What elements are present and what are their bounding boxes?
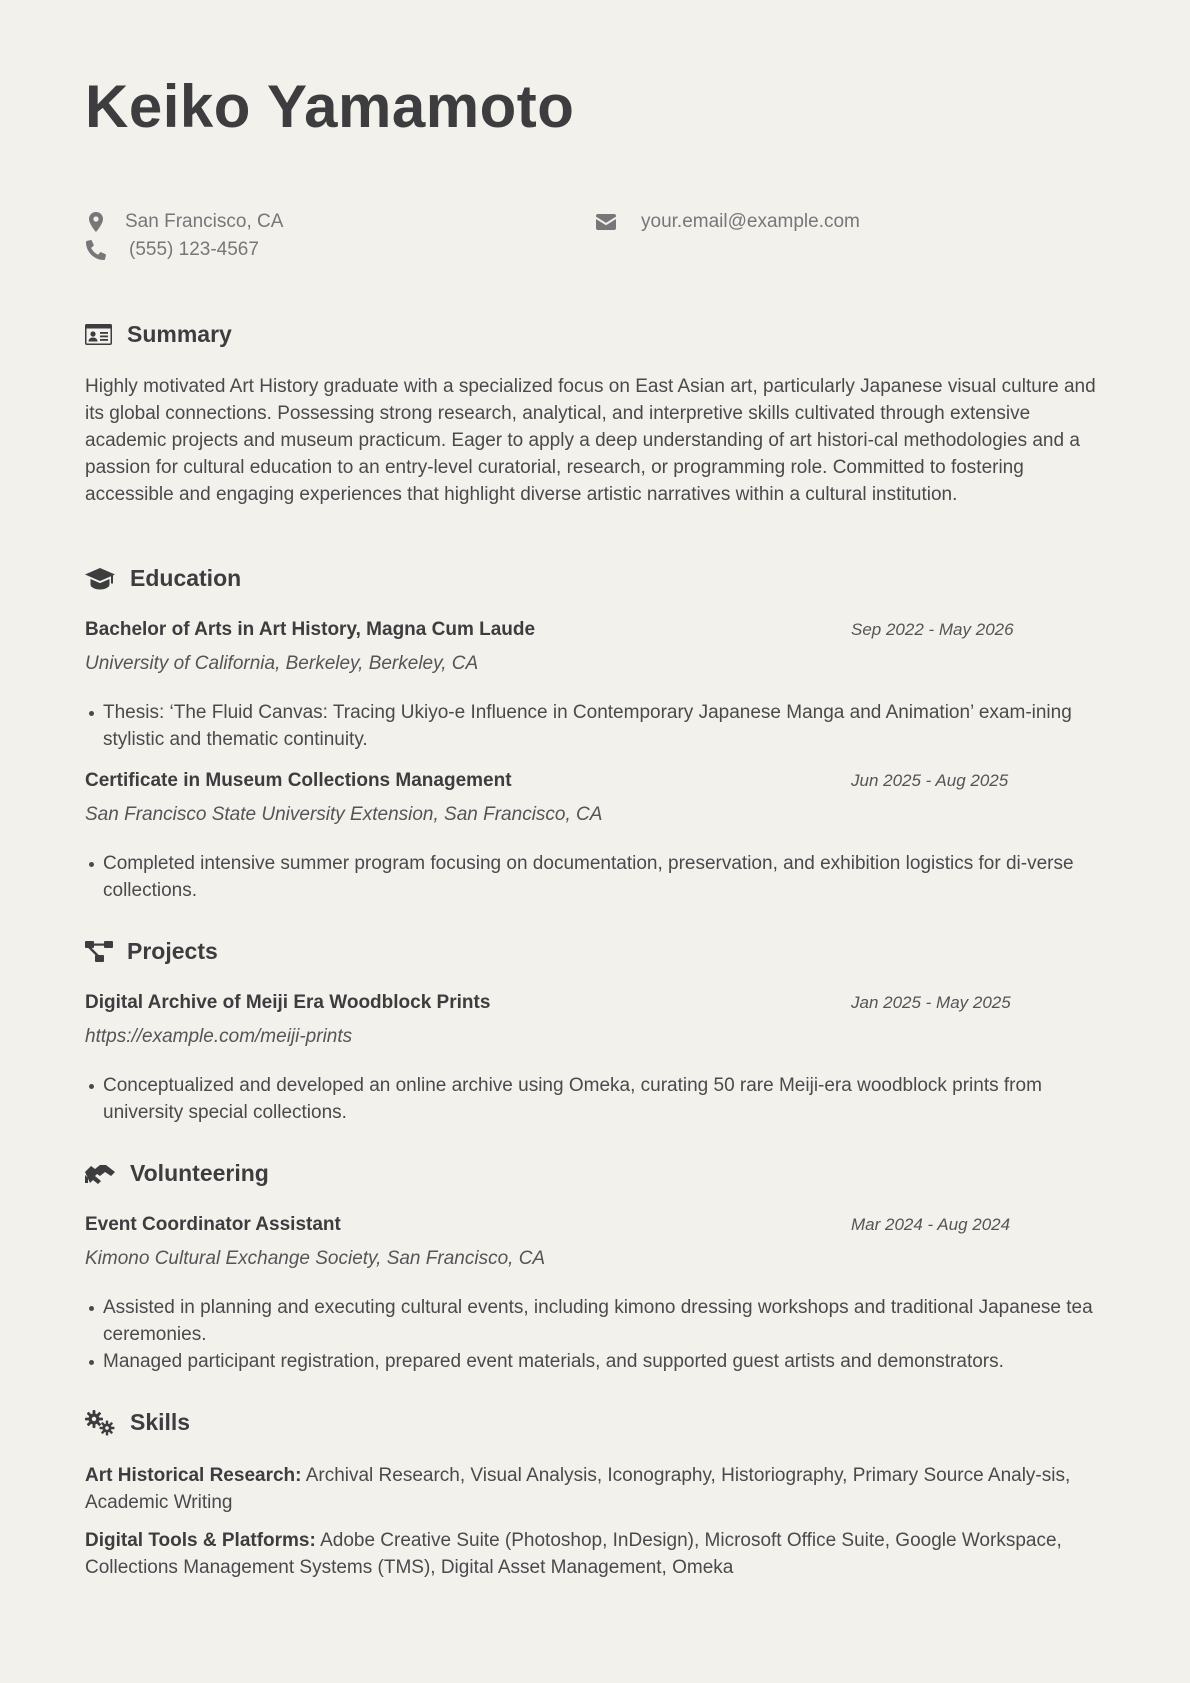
project-entry-1-title: Digital Archive of Meiji Era Woodblock Prints	[85, 992, 491, 1013]
skill-group-2	[85, 1527, 1105, 1581]
project-entry-1-dates: Jan 2025 - May 2025	[851, 993, 1011, 1012]
summary-text: Highly motivated Art History graduate with a specialized focus on East Asian art, particularly Japanese visual culture and its global connections. Possessing strong research, analytical, and interpretive skills cultivated through extensive academic projects and museum practicum. Eager to apply a deep understanding of art histori-cal methodologies and a passion for cultural education to an entry-level curatorial, research, or programming role. Committed to fostering accessible and engaging experiences that highlight diverse artistic narratives within a cultural institution.	[85, 376, 1096, 505]
project-diagram-icon	[85, 939, 115, 965]
summary-heading	[85, 321, 232, 348]
gears-icon	[85, 1410, 115, 1436]
list-item: Managed participant registration, prepared event materials, and supported guest artists and demonstrators.	[103, 1348, 1105, 1375]
projects-heading-text: Projects	[127, 938, 218, 964]
education-heading-text: Education	[130, 565, 242, 591]
project-entry-1-bullets	[85, 1072, 1105, 1126]
skill-group-2-label: Digital Tools & Platforms:	[85, 1530, 316, 1551]
skills-heading-text: Skills	[130, 1409, 191, 1435]
contact-phone	[85, 239, 259, 261]
id-card-icon	[85, 322, 115, 348]
graduation-cap-icon	[85, 566, 115, 592]
education-entry-1-institution: University of California, Berkeley, Berkeley, CA	[85, 653, 479, 674]
projects-heading	[85, 938, 218, 965]
education-entry-2-institution: San Francisco State University Extension, San Francisco, CA	[85, 804, 603, 825]
education-heading	[85, 565, 241, 592]
envelope-icon	[595, 211, 617, 233]
contact-email	[595, 211, 860, 233]
education-entry-1-bullets	[85, 699, 1105, 753]
education-entry-2-bullets	[85, 850, 1105, 904]
list-item: Thesis: ‘The Fluid Canvas: Tracing Ukiyo-e Influence in Contemporary Japanese Manga and Animation’ exam-ining stylistic and thematic continuity.	[103, 699, 1105, 753]
education-entry-1-dates: Sep 2022 - May 2026	[851, 620, 1014, 639]
handshake-icon	[85, 1161, 115, 1187]
list-item: Completed intensive summer program focusing on documentation, preservation, and exhibition logistics for di-verse collections.	[103, 850, 1105, 904]
contact-location	[85, 211, 283, 233]
volunteer-entry-1-organization: Kimono Cultural Exchange Society, San Francisco, CA	[85, 1248, 546, 1269]
list-item: Assisted in planning and executing cultural events, including kimono dressing workshops and traditional Japanese tea ceremonies.	[103, 1294, 1105, 1348]
volunteer-entry-1-bullets	[85, 1294, 1105, 1375]
summary-heading-text: Summary	[127, 321, 232, 347]
education-entry-2-title: Certificate in Museum Collections Management	[85, 770, 512, 791]
phone-icon	[85, 239, 107, 261]
skills-heading	[85, 1409, 190, 1436]
location-text: San Francisco, CA	[125, 211, 284, 232]
map-pin-icon	[85, 211, 107, 233]
skill-group-1-label: Art Historical Research:	[85, 1465, 302, 1486]
candidate-name: Keiko Yamamoto	[85, 73, 575, 140]
volunteering-heading-text: Volunteering	[130, 1160, 269, 1186]
list-item: Conceptualized and developed an online archive using Omeka, curating 50 rare Meiji-era woodblock prints from university special collections.	[103, 1072, 1105, 1126]
skill-group-2-items: Adobe Creative Suite (Photoshop, InDesign), Microsoft Office Suite, Google Workspace, Collections Management Systems (TMS), Digital Asset Management, Omeka	[85, 1530, 1062, 1578]
education-entry-2-dates: Jun 2025 - Aug 2025	[851, 771, 1009, 790]
skill-group-1	[85, 1462, 1105, 1516]
email-link[interactable]: your.email@example.com	[641, 211, 860, 232]
project-entry-1-link[interactable]: https://example.com/meiji-prints	[85, 1026, 353, 1047]
volunteering-heading	[85, 1160, 269, 1187]
education-entry-1-title: Bachelor of Arts in Art History, Magna Cum Laude	[85, 619, 536, 640]
volunteer-entry-1-dates: Mar 2024 - Aug 2024	[851, 1215, 1011, 1234]
volunteer-entry-1-title: Event Coordinator Assistant	[85, 1214, 341, 1235]
skill-group-1-items: Archival Research, Visual Analysis, Iconography, Historiography, Primary Source Analy-sis, Academic Writing	[85, 1465, 1071, 1513]
phone-text: (555) 123-4567	[129, 239, 259, 260]
